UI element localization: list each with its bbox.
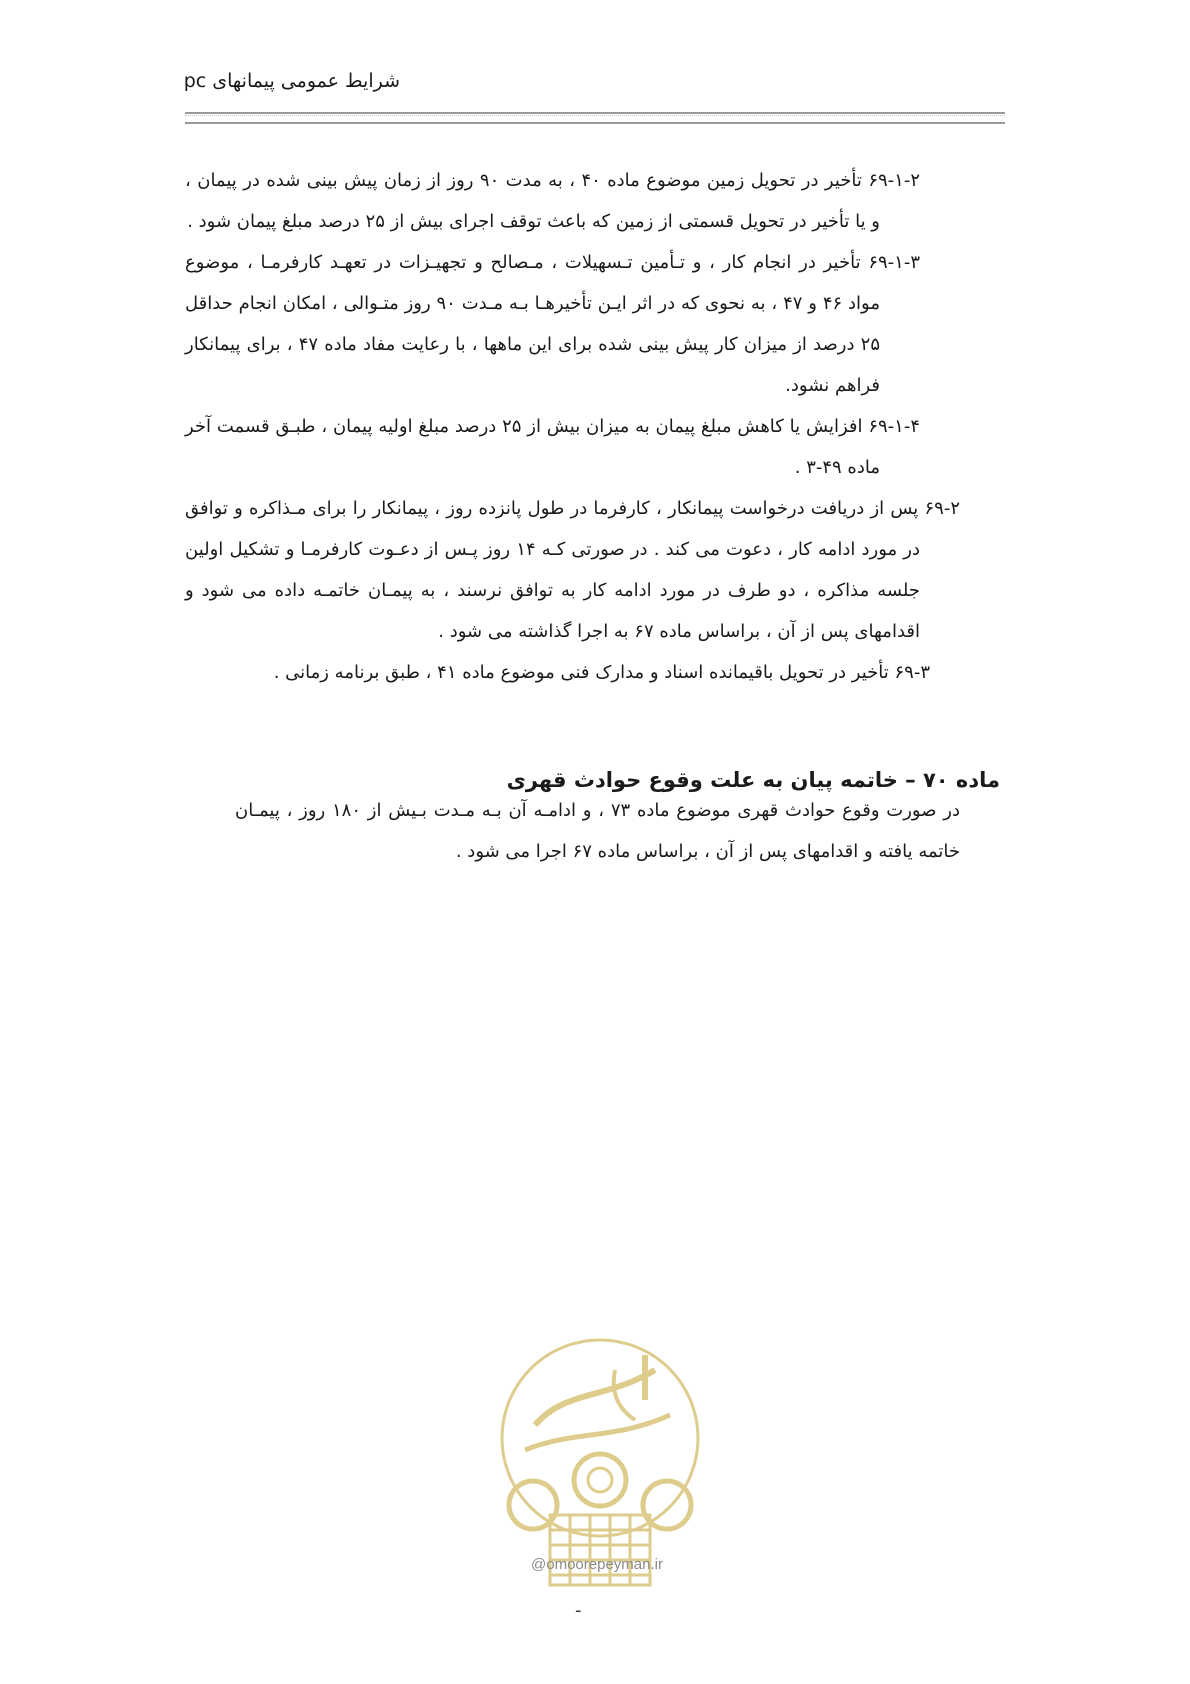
- page-number: -: [575, 1600, 582, 1621]
- article-70-body: [235, 790, 960, 872]
- clause-69-1-3: ۶۹-۱-۳ تأخیر در انجام کار ، و تـأمین تـسهیلات ، مـصالح و تجهیـزات در تعهـد کارفرمـا ، موضوع مواد ۴۶ و ۴۷ ، به نحوی که در اثر ایـن تأخیرهـا بـه مـدت ۹۰ روز متـوالی ، امکان انجام حداقل ۲۵ درصد از میزان کار پیش بینی شده برای این ماهها ، با رعایت مفاد ماده ۴۷ ، برای پیمانکار فراهم نشود.: [185, 252, 920, 396]
- clause-69-1-2: ۶۹-۱-۲ تأخیر در تحویل زمین موضوع ماده ۴۰ ، به مدت ۹۰ روز از زمان پیش بینی شده در پیمان ، و یا تأخیر در تحویل قسمتی از زمین که باعث توقف اجرای بیش از ۲۵ درصد مبلغ پیمان شود .: [185, 170, 920, 232]
- watermark-url: @omoorepeyman.ir: [531, 1556, 663, 1573]
- body-text: [185, 160, 960, 693]
- watermark-seal-icon: [502, 1340, 698, 1585]
- clause-69-1-4: ۶۹-۱-۴ افزایش یا کاهش مبلغ پیمان به میزان بیش از ۲۵ درصد مبلغ اولیه پیمان ، طبـق قسمت آخر ماده ۴۹-۳ .: [185, 416, 920, 478]
- article-70-text: در صورت وقوع حوادث قهری موضوع ماده ۷۳ ، و ادامـه آن بـه مـدت بـیش از ۱۸۰ روز ، پیمـان خاتمه یافته و اقدامهای پس از آن ، براساس ماده ۶۷ اجرا می شود .: [235, 800, 960, 862]
- header-divider: [185, 112, 1005, 124]
- clause-69-2: ۶۹-۲ پس از دریافت درخواست پیمانکار ، کارفرما در طول پانزده روز ، پیمانکار را برای مـذاکره و توافق در مورد ادامه کار ، دعوت می کند . در صورتی کـه ۱۴ روز پـس از دعـوت کارفرمـا و تشکیل اولین جلسه مذاکره ، دو طرف در مورد ادامه کار به توافق نرسند ، به پیمـان خاتمـه داده می شود و اقدامهای پس از آن ، براساس ماده ۶۷ به اجرا گذاشته می شود .: [185, 498, 960, 642]
- clause-69-3: ۶۹-۳ تأخیر در تحویل باقیمانده اسناد و مدارک فنی موضوع ماده ۴۱ ، طبق برنامه زمانی .: [273, 662, 930, 683]
- article-70-title: ماده ۷۰ – خاتمه پیان به علت وقوع حوادث قهری: [506, 768, 1000, 792]
- header-title: شرایط عمومی پیمانهای pc: [183, 70, 400, 92]
